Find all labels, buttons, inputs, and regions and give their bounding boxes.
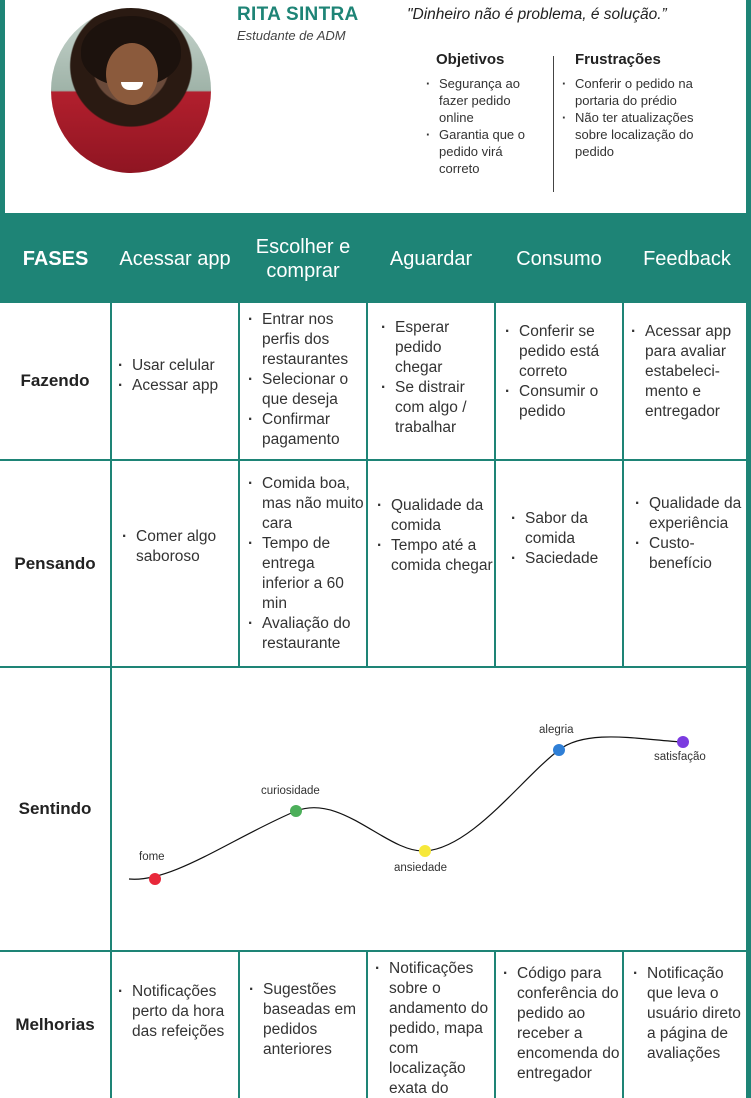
list-item: · Sugestões baseadas em pedidos anteriores — [249, 980, 365, 1060]
list-item: · Esperar pedido chegar — [381, 318, 493, 378]
list-item: · Consumir o pedido — [505, 382, 621, 422]
phase-header: Aguardar — [389, 247, 473, 270]
list-item: · Entrar nos perfis dos restaurantes — [248, 310, 366, 370]
fases-label: FASES — [22, 247, 89, 270]
cell-fazendo — [240, 303, 366, 459]
emotion-dot-curiosidade — [290, 805, 302, 817]
list-item: · Avaliação do restaurante — [248, 614, 366, 654]
emotion-dot-satisfacao — [677, 736, 689, 748]
list-item: · Notificações perto da hora das refeições — [118, 982, 238, 1042]
emotion-label: fome — [139, 851, 165, 863]
cell-melhorias — [240, 952, 366, 1098]
phase-header: Acessar app — [119, 247, 231, 270]
row-label-fazendo: Fazendo — [0, 303, 110, 459]
cell-pensando — [496, 461, 622, 666]
cell-melhorias — [368, 952, 494, 1098]
list-item: · Custo-benefício — [635, 534, 746, 574]
divider — [553, 56, 554, 192]
emotion-label: satisfação — [654, 751, 706, 763]
list-item: · Qualidade da comida — [377, 496, 493, 536]
row-label-pensando: Pensando — [0, 461, 110, 666]
frustracao-item: · Conferir o pedido na portaria do prédio — [562, 75, 702, 109]
journey-table — [0, 215, 751, 1098]
cell-pensando — [240, 461, 366, 666]
cell-pensando — [624, 461, 746, 666]
objetivos-title: Objetivos — [436, 51, 505, 68]
emotion-label: curiosidade — [261, 785, 320, 797]
cell-melhorias — [496, 952, 622, 1098]
list-item: · Comida boa, mas não muito cara — [248, 474, 366, 534]
objetivo-item: · Segurança ao fazer pedido online — [426, 75, 546, 126]
emotion-label: ansiedade — [394, 862, 448, 874]
emotion-curve-area — [112, 668, 746, 950]
frustracoes-title: Frustrações — [575, 51, 661, 68]
list-item: · Código para conferência do pedido ao receber a encomenda do entregador — [503, 964, 621, 1084]
emotion-dot-fome — [149, 873, 161, 885]
persona-quote: "Dinheiro não é problema, é solução.” — [407, 6, 667, 23]
phase-header: Consumo — [516, 247, 602, 270]
list-item: · Qualidade da experiência — [635, 494, 746, 534]
list-item: · Tempo até a comida chegar — [377, 536, 493, 576]
list-item: · Se distrair com algo / trabalhar — [381, 378, 493, 438]
list-item: · Comer algo saboroso — [122, 527, 238, 567]
persona-role: Estudante de ADM — [237, 28, 346, 43]
objetivos-list — [426, 75, 546, 177]
emotion-label: alegria — [539, 724, 574, 736]
emotion-dot-ansiedade — [419, 845, 431, 857]
list-item: · Usar celular — [118, 356, 236, 376]
phase-header: Escolher e comprar — [255, 235, 351, 282]
frustracoes-list — [562, 75, 702, 160]
frustracao-item: · Não ter atualizações sobre localização do pedido — [562, 109, 702, 160]
persona-photo — [51, 8, 211, 173]
emotion-curve — [112, 668, 746, 950]
cell-fazendo — [624, 303, 746, 459]
cell-pensando — [368, 461, 494, 666]
row-label-melhorias: Melhorias — [0, 952, 110, 1098]
list-item: · Acessar app para avaliar estabeleci-mento e entregador — [631, 322, 747, 422]
emotion-dot-alegria — [553, 744, 565, 756]
cell-pensando — [112, 461, 238, 666]
list-item: · Saciedade — [511, 549, 621, 569]
row-label-sentindo: Sentindo — [0, 668, 110, 950]
persona-name: RITA SINTRA — [237, 4, 359, 25]
emotion-line — [129, 737, 683, 879]
objetivo-item: · Garantia que o pedido virá correto — [426, 126, 546, 177]
list-item: · Conferir se pedido está correto — [505, 322, 621, 382]
list-item: · Notificações sobre o andamento do pedido, mapa com localização exata do — [375, 959, 493, 1098]
persona-card — [5, 0, 746, 213]
list-item: · Tempo de entrega inferior a 60 min — [248, 534, 366, 614]
cell-fazendo — [112, 303, 238, 459]
list-item: · Confirmar pagamento — [248, 410, 366, 450]
list-item: · Selecionar o que deseja — [248, 370, 366, 410]
cell-melhorias — [624, 952, 746, 1098]
list-item: · Notificação que leva o usuário direto a página de avaliações — [633, 964, 746, 1064]
cell-fazendo — [368, 303, 494, 459]
cell-melhorias — [112, 952, 238, 1098]
list-item: · Sabor da comida — [511, 509, 621, 549]
cell-fazendo — [496, 303, 622, 459]
list-item: · Acessar app — [118, 376, 236, 396]
phase-header: Feedback — [643, 247, 731, 270]
